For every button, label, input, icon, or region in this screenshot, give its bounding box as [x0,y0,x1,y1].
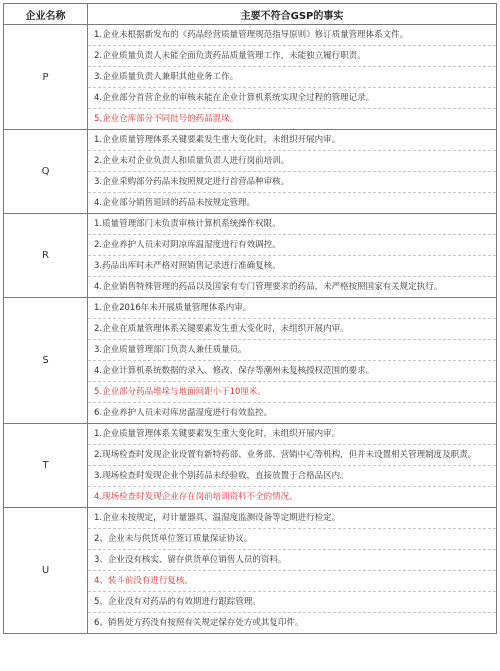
facts-cell [88,508,497,634]
facts-cell [88,214,497,298]
fact-item: 3.企业质量管理部门负责人兼任质量员。 [88,340,496,361]
header-main-facts: 主要不符合GSP的事实 [88,4,497,25]
fact-item: 1.企业未根据新发布的《药品经营质量管理规范指导原则》修订质量管理体系文件。 [88,25,496,46]
table-row [4,424,497,508]
fact-item: 2.现场检查时发现企业设置有新特药部、业务部、营销中心等机构，但并未设置相关管理制度及职责。 [88,445,496,466]
company-name-cell: Q [4,130,88,214]
fact-item: 3.现场检查时发现企业个别药品未经验收，直接放置于合格品区内。 [88,466,496,487]
fact-item: 1.质量管理部门未负责审核计算机系统操作权限。 [88,214,496,235]
company-name-cell: R [4,214,88,298]
fact-item-highlighted: 5.企业仓库部分不同批号的药品混垛。 [94,114,239,124]
table-row [4,25,497,130]
fact-item: 4.企业计算机系统数据的录入、修改、保存等潮州未复核授权范围的要求。 [88,361,496,382]
fact-item-highlighted: 4、装斗前没有进行复核。 [88,571,496,592]
fact-item: 6.企业养护人员未对库房温湿度进行有效监控。 [94,408,273,418]
company-name-cell: P [4,25,88,130]
fact-item: 3、企业没有核实、留存供货单位销售人员的资料。 [88,550,496,571]
fact-item: 2、企业未与供货单位签订质量保证协议。 [88,529,496,550]
table-row [4,508,497,634]
fact-item: 3.企业采购部分药品未按照规定进行首营品种审核。 [88,172,496,193]
fact-item: 6、销售处方药没有按照有关规定保存处方或其复印件。 [94,618,304,628]
table-header-row [4,4,497,25]
fact-item: 4.企业部分销售退回的药品未按规定管理。 [94,198,256,208]
company-name-cell: S [4,298,88,424]
fact-item-highlighted: 4.现场检查时发现企业存在岗前培训资料不全的情况。 [94,492,298,502]
fact-item: 4.企业销售特殊管理的药品以及国家有专门管理要求的药品，未严格按照国家有关规定执行。 [94,282,443,292]
table-body [4,25,497,634]
fact-item: 3.企业质量负责人兼职其他业务工作。 [88,67,496,88]
gsp-violations-table [3,3,497,634]
table-row [4,298,497,424]
company-name-cell: U [4,508,88,634]
fact-item: 2.企业养护人员未对阴凉库温湿度进行有效调控。 [88,235,496,256]
fact-item: 5、企业没有对药品的有效期进行跟踪管理。 [88,592,496,613]
facts-cell [88,298,497,424]
facts-cell [88,130,497,214]
fact-item: 3.药品出库时未严格对照销售记录进行准确复核。 [88,256,496,277]
fact-item: 2.企业质量负责人未能全面负责药品质量管理工作，未能独立履行职责。 [88,46,496,67]
table-row [4,130,497,214]
fact-item: 1.企业质量管理体系关键要素发生重大变化时，未组织开展内审。 [88,424,496,445]
fact-item: 4.企业部分首营企业的审核未能在企业计算机系统实现全过程的管理记录。 [88,88,496,109]
fact-item: 2.企业未对企业负责人和质量负责人进行岗前培训。 [88,151,496,172]
fact-item: 1.企业2016年未开展质量管理体系内审。 [88,298,496,319]
header-company-name: 企业名称 [4,4,88,25]
table-row [4,214,497,298]
facts-cell [88,25,497,130]
company-name-cell: T [4,424,88,508]
fact-item: 1.企业未按规定，对计量器具、温湿度监测设备等定期进行检定。 [88,508,496,529]
fact-item-highlighted: 5.企业部分药品堆垛与地面间距小于10厘米。 [88,382,496,403]
fact-item: 2.企业在质量管理体系关键要素发生重大变化时，未组织开展内审。 [88,319,496,340]
facts-cell [88,424,497,508]
fact-item: 1.企业质量管理体系关键要素发生重大变化时，未组织开展内审。 [88,130,496,151]
